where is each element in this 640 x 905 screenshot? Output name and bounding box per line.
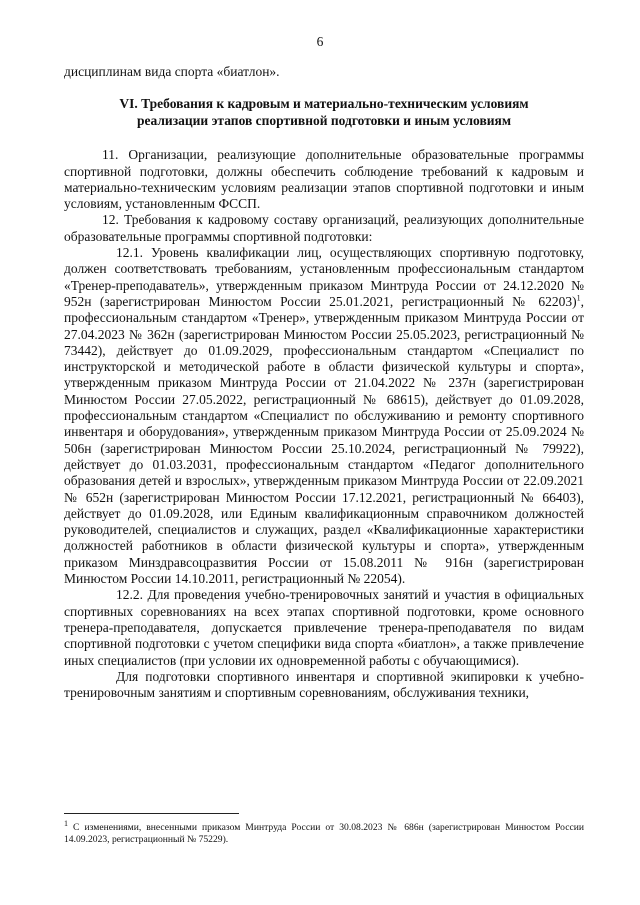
lead-line: дисциплинам вида спорта «биатлон». [64,64,280,79]
footnote [64,818,584,846]
paragraph-last: Для подготовки спортивного инвентаря и спортивной экипировки к учебно-тренировочным занятиям и спортивным соревнованиям, обслуживания техники, [64,668,584,701]
heading-line-1: VI. Требования к кадровым и материально-техническим условиям [119,96,529,112]
document-body [64,64,584,701]
footnote-text: С изменениями, внесенными приказом Минтруда России от 30.08.2023 № 686н (зарегистрирован Минюстом России 14.09.2023, регистрационный № 75229). [64,822,584,845]
heading-line-2: реализации этапов спортивной подготовки и иным условиям [136,112,512,128]
paragraph-11: 11. Организации, реализующие дополнительные образовательные программы спортивной подготовки, должны обеспечить соблюдение требований к кадровым и материально-техническим условиям реализации этапов спортивной подготовки и иным условиям, установленным ФССП. [64,147,584,212]
footnote-mark: 1 [64,818,68,828]
paragraph-12-1 [64,245,584,587]
footnote-divider [64,813,239,814]
paragraph-12-2: 12.2. Для проведения учебно-тренировочных занятий и участия в официальных спортивных соревнованиях на всех этапах спортивной подготовки, кроме основного тренера-преподавателя, допускается привлечение тренера-преподавателя по видам спортивной подготовки с учетом специфики вида спорта «биатлон», а также привлечение иных специалистов (при условии их одновременной работы с обучающимися). [64,587,584,668]
paragraph-12-1-part-b: , профессиональным стандартом «Тренер», утвержденным приказом Минтруда России от 27.04.2023 № 362н (зарегистрирован Минюстом России 25.05.2023, регистрационный № 73442), действует до 01.09.2029, профессиональным стандартом «Специалист по инструкторской и методической работе в области физической культуры и спорта», утвержденным приказом Минтруда России от 21.04.2022 № 237н (зарегистрирован Минюстом России 27.05.2022, регистрационный № 68615), действует до 01.09.2028, профессиональным стандартом «Специалист по обслуживанию и ремонту спортивного инвентаря и оборудования», утвержденным приказом Минтруда России от 25.09.2024 № 506н (зарегистрирован Минюстом России 25.10.2024, регистрационный № 79922), действует до 01.03.2031, профессиональным стандартом «Педагог дополнительного образования детей и взрослых», утвержденным приказом Минтруда России от 22.09.2021 № 652н (зарегистрирован Минюстом России 17.12.2021, регистрационный № 66403), действует до 01.09.2028, или Единым квалификационным справочником должностей руководителей, специалистов и служащих, раздел «Квалификационные характеристики должностей работников в области физической культуры и спорта», утвержденным приказом Минздравсоцразвития России от 15.08.2011 № 916н (зарегистрирован Минюстом России 14.10.2011, регистрационный № 22054). [64,293,584,587]
paragraph-12-1-part-a: 12.1. Уровень квалификации лиц, осуществляющих спортивную подготовку, должен соответствовать требованиям, установленным профессиональным стандартом «Тренер-преподаватель», утвержденным приказом Минтруда России от 24.12.2020 № 952н (зарегистрирован Минюстом России 25.01.2021, регистрационный № 62203) [64,245,584,309]
section-heading [64,96,584,129]
footnote-reference: 1 [576,293,581,303]
page-number: 6 [316,34,324,49]
paragraph-12: 12. Требования к кадровому составу организаций, реализующих дополнительные образовательные программы спортивной подготовки: [64,212,584,244]
